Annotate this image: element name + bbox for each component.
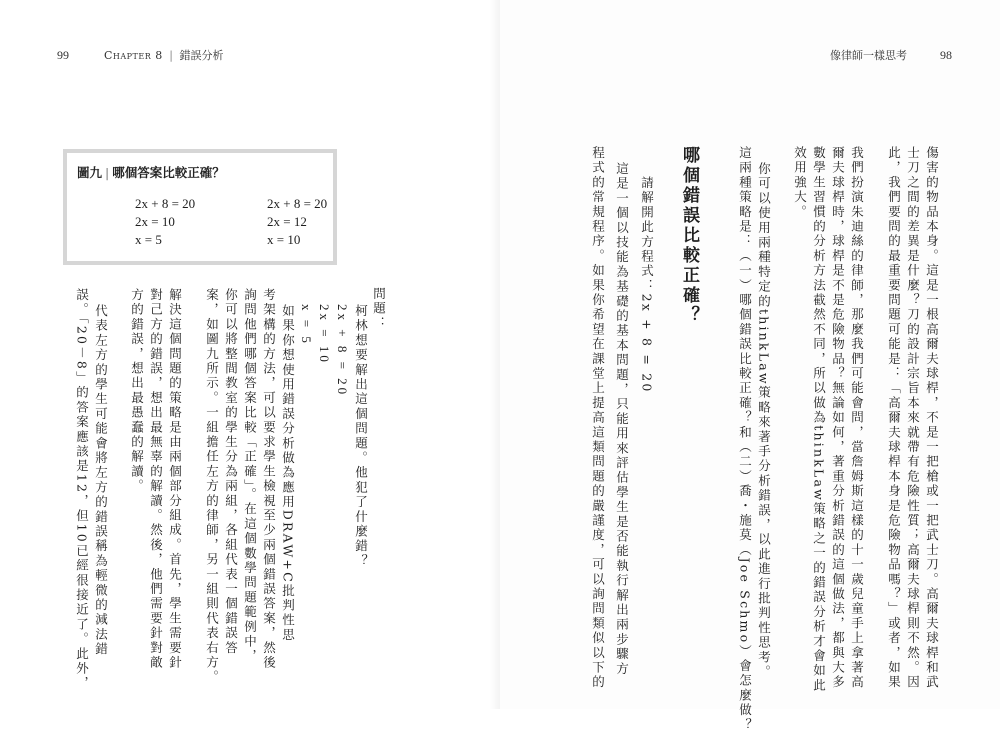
body-column: 士刀之間的差異是什麼？刀的設計宗旨本來就帶有危險性質；高爾夫球桿則不然。因 (905, 146, 921, 690)
body-column: 此，我們要問的最重要問題可能是：「高爾夫球桿本身是危險物品嗎？」或者，如果 (886, 146, 902, 690)
body-column: 代表左方的學生可能會將左方的錯誤稱為輕微的減法錯 (93, 304, 109, 657)
body-column: 柯林想要解出這個問題。他犯了什麼錯？ (353, 304, 369, 569)
section-heading: 哪個錯誤比較正確？ (679, 146, 699, 326)
book-title: 像律師一樣思考 (830, 49, 907, 62)
body-column: 如果你想使用錯誤分析做為應用DRAW+C批判性思 (280, 304, 296, 643)
right-page (500, 0, 1000, 733)
body-column: 你可以使用兩種特定的thinkLaw策略來著手分析錯誤，以此進行批判性思考。 (756, 162, 772, 680)
body-column: 我們扮演朱迪絲的律師，那麼我們可能會問，當詹姆斯這樣的十一歲兒童手上拿著高 (849, 146, 865, 690)
equation-column: 2x + 8 = 20 (335, 304, 350, 398)
equation-line: 2x = 10 (135, 214, 175, 229)
equation-line: 2x = 12 (267, 214, 307, 229)
body-column: 問題： (371, 287, 387, 332)
body-column: 傷害的物品本身。這是一根高爾夫球桿，不是一把槍或一把武士刀。高爾夫球桿和武 (924, 146, 940, 690)
body-column: 解決這個問題的策略是由兩個部分組成。首先，學生需要針 (167, 288, 183, 671)
body-column: 對己方的錯誤，想出最無辜的解讀。然後，他們需要針對敵 (148, 288, 164, 671)
body-column: 程式的常規程序。如果你希望在課堂上提高這類問題的嚴謹度，可以詢問類似以下的 (590, 146, 606, 690)
left-page-header (57, 47, 223, 63)
body-column: 請解開此方程式：2x + 8 = 20 (639, 176, 655, 394)
figure-title (77, 163, 225, 181)
body-column: 效用強大。 (792, 146, 808, 220)
equation-column: 2x = 10 (317, 304, 332, 365)
equation-column: x = 5 (299, 304, 314, 346)
header-separator: | (169, 49, 173, 62)
chapter-title: 錯誤分析 (179, 49, 224, 62)
figure-right-solution (267, 195, 327, 249)
equation-line: 2x + 8 = 20 (267, 196, 328, 211)
body-column: 這兩種策略是：（一）哪個錯誤比較正確？和（二）喬・施莫（Joe Schmo）會怎麼做？ (737, 146, 753, 733)
equation-line: x = 5 (135, 232, 162, 247)
figure-label: 圖九 (77, 165, 103, 180)
body-column: 誤。「20－8」的答案應該是12，但10已經很接近了。此外， (74, 288, 90, 691)
body-column: 詢問他們哪個答案比較「正確」。在這個數學問題範例中， (242, 288, 258, 664)
right-page-header (830, 47, 952, 63)
figure-caption: 哪個答案比較正確？ (112, 165, 225, 180)
body-column: 考架構的方法，可以要求學生檢視至少兩個錯誤答案，然後 (261, 288, 277, 671)
figure-nine (63, 149, 337, 265)
page-number: 99 (57, 48, 69, 62)
equation-line: x = 10 (267, 232, 301, 247)
equation-line: 2x + 8 = 20 (135, 196, 196, 211)
figure-separator: | (105, 165, 110, 180)
figure-left-solution (135, 195, 195, 249)
body-column: 方的錯誤，想出最愚蠢的解讀。 (129, 288, 145, 494)
page-number: 98 (940, 48, 952, 62)
body-column: 爾夫球桿時，球桿是不是危險物品？無論如何，著重分析錯誤的這個做法，都與大多 (830, 146, 846, 690)
body-column: 這是一個以技能為基礎的基本問題，只能用來評估學生是否能執行解出兩步驟方 (614, 162, 630, 677)
body-column: 你可以將整間教室的學生分為兩組，各組代表一個錯誤答 (223, 288, 239, 656)
body-column: 案，如圖九所示。一組擔任左方的律師，另一組則代表右方。 (204, 288, 220, 685)
chapter-label: Chapter 8 (104, 49, 163, 62)
body-column: 數學生習慣的分析方法截然不同，所以做為thinkLaw策略之一的錯誤分析才會如此 (811, 146, 827, 694)
left-page (0, 0, 500, 709)
